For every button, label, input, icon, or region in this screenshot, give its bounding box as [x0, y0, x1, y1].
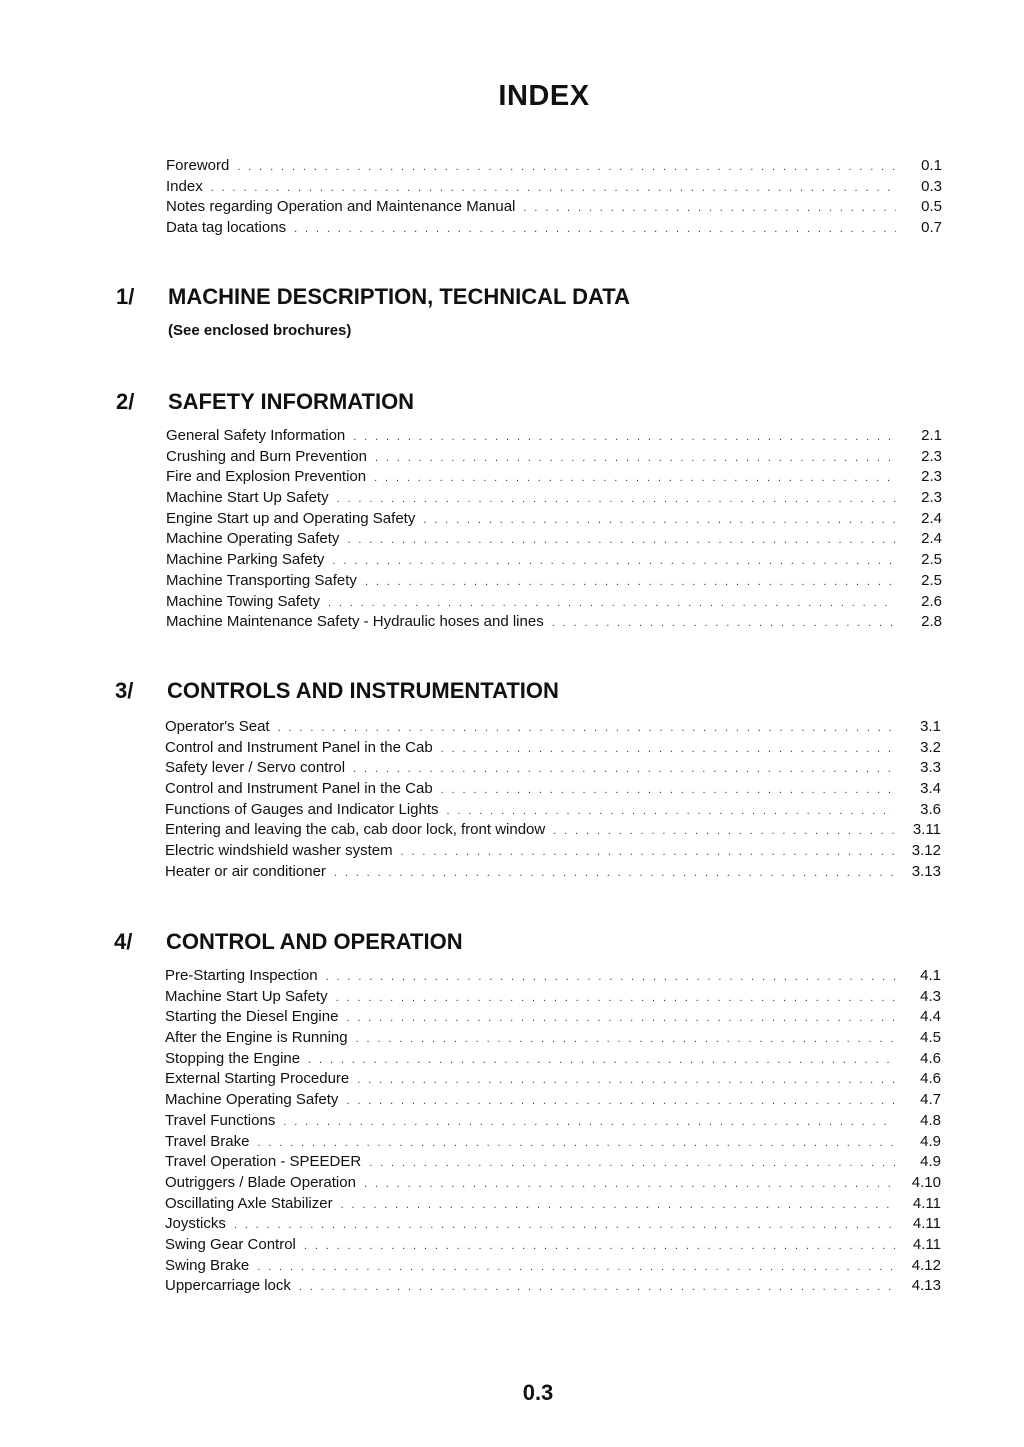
dot-leader	[304, 1236, 895, 1257]
toc-entry[interactable]	[166, 592, 942, 613]
toc-entry[interactable]	[165, 1028, 941, 1049]
dot-leader	[356, 1029, 895, 1050]
toc-entry-label: Uppercarriage lock	[165, 1277, 291, 1295]
toc-entry[interactable]	[165, 966, 941, 987]
dot-leader	[283, 1112, 895, 1133]
toc-entry-page: 4.5	[920, 1029, 941, 1047]
section-heading-4	[114, 929, 463, 955]
toc-entry-label: Foreword	[166, 157, 230, 174]
toc-entry[interactable]	[165, 1214, 941, 1235]
dot-leader	[346, 1091, 895, 1112]
dot-leader	[364, 1174, 895, 1195]
section-title: CONTROLS AND INSTRUMENTATION	[167, 678, 559, 703]
toc-entry-page: 3.6	[920, 800, 941, 818]
dot-leader	[257, 1133, 895, 1154]
dot-leader	[369, 1153, 895, 1174]
toc-entry-page: 0.5	[921, 198, 942, 216]
toc-entry-page: 3.11	[912, 821, 941, 839]
toc-entry-page: 4.13	[911, 1277, 941, 1295]
toc-entry-page: 4.3	[920, 987, 941, 1005]
toc-entry-page: 2.3	[921, 468, 942, 486]
dot-leader	[326, 967, 895, 988]
toc-entry-page: 4.7	[920, 1091, 941, 1109]
dot-leader	[341, 1195, 895, 1216]
dot-leader	[523, 198, 896, 219]
toc-entry[interactable]	[166, 571, 942, 592]
toc-entry[interactable]	[165, 1152, 941, 1173]
dot-leader	[365, 572, 896, 593]
toc-entry[interactable]	[165, 862, 941, 883]
toc-entry-label: Starting the Diesel Engine	[165, 1008, 339, 1026]
toc-entry-page: 0.7	[921, 219, 942, 237]
dot-leader	[336, 988, 895, 1009]
section-title: CONTROL AND OPERATION	[166, 929, 463, 954]
toc-entry-label: Machine Transporting Safety	[166, 571, 357, 589]
toc-entry[interactable]	[165, 1235, 941, 1256]
toc-entry-label: Control and Instrument Panel in the Cab	[165, 780, 433, 798]
page-title: INDEX	[498, 80, 590, 112]
toc-entry-label: Machine Towing Safety	[166, 592, 320, 610]
toc-entry-label: Crushing and Burn Prevention	[166, 447, 367, 465]
toc-entry-page: 4.8	[920, 1111, 941, 1129]
toc-entry[interactable]	[166, 509, 942, 530]
toc-entry-label: Safety lever / Servo control	[165, 759, 346, 777]
toc-entry-page: 4.4	[920, 1008, 941, 1026]
toc-entry-label: Swing Gear Control	[165, 1235, 296, 1253]
toc-entry[interactable]	[166, 426, 942, 447]
toc-entry[interactable]	[166, 467, 942, 488]
toc-entry[interactable]	[166, 197, 942, 218]
toc-entry-label: Travel Brake	[165, 1132, 250, 1150]
dot-leader	[553, 821, 895, 842]
toc-entry[interactable]	[165, 1090, 941, 1111]
toc-entry-label: Functions of Gauges and Indicator Lights	[165, 800, 439, 818]
toc-entry-page: 4.9	[920, 1132, 941, 1150]
toc-entry-label: Oscillating Axle Stabilizer	[165, 1194, 333, 1212]
toc-entry-page: 3.13	[911, 862, 941, 880]
section-subtitle: (See enclosed brochures)	[168, 322, 352, 339]
toc-entry[interactable]	[166, 218, 942, 239]
toc-entry[interactable]	[165, 1007, 941, 1028]
dot-leader	[401, 842, 895, 863]
toc-entry[interactable]	[165, 1276, 941, 1297]
toc-entry-page: 0.1	[921, 157, 942, 174]
toc-entry-label: Data tag locations	[166, 219, 287, 237]
toc-entry-page: 2.1	[921, 427, 942, 444]
dot-leader	[357, 1070, 895, 1091]
toc-entry-label: External Starting Procedure	[165, 1070, 350, 1088]
toc-entry-page: 4.1	[920, 967, 941, 984]
toc-entry-label: Travel Functions	[165, 1111, 276, 1129]
dot-leader	[441, 780, 895, 801]
dot-leader	[257, 1257, 895, 1278]
toc-entry-label: Stopping the Engine	[165, 1049, 301, 1067]
dot-leader	[237, 157, 896, 178]
toc-entry[interactable]	[166, 156, 942, 177]
toc-entry-label: Outriggers / Blade Operation	[165, 1173, 356, 1191]
dot-leader	[423, 510, 896, 531]
toc-entry[interactable]	[166, 177, 942, 198]
toc-entry-label: Control and Instrument Panel in the Cab	[165, 738, 433, 756]
section-2-list	[166, 426, 942, 633]
toc-entry-label: Machine Parking Safety	[166, 551, 325, 569]
toc-entry-page: 2.5	[921, 551, 942, 569]
dot-leader	[308, 1050, 895, 1071]
toc-entry-label: General Safety Information	[166, 427, 346, 444]
toc-entry-page: 4.9	[920, 1153, 941, 1171]
toc-entry[interactable]	[165, 1049, 941, 1070]
toc-entry-label: Machine Start Up Safety	[165, 987, 328, 1005]
toc-entry[interactable]	[166, 488, 942, 509]
toc-entry-label: Machine Maintenance Safety - Hydraulic hoses and lines	[166, 613, 544, 631]
section-3-list	[165, 717, 941, 883]
toc-entry[interactable]	[165, 758, 941, 779]
dot-leader	[353, 427, 896, 448]
section-number: 3/	[115, 678, 134, 703]
toc-entry[interactable]	[165, 1069, 941, 1090]
toc-entry-label: Travel Operation - SPEEDER	[165, 1153, 362, 1171]
dot-leader	[347, 530, 896, 551]
toc-entry[interactable]	[166, 529, 942, 550]
toc-entry-label: Operator's Seat	[165, 718, 270, 735]
dot-leader	[337, 489, 896, 510]
toc-entry-label: Notes regarding Operation and Maintenance Manual	[166, 198, 516, 216]
toc-entry-label: Electric windshield washer system	[165, 842, 393, 860]
toc-entry[interactable]	[165, 820, 941, 841]
section-number: 4/	[114, 929, 133, 954]
toc-entry-label: Machine Start Up Safety	[166, 489, 329, 507]
toc-entry[interactable]	[165, 1132, 941, 1153]
toc-entry[interactable]	[165, 800, 941, 821]
toc-entry-page: 4.6	[920, 1070, 941, 1088]
toc-entry-page: 3.4	[920, 780, 941, 798]
toc-entry-page: 2.3	[921, 489, 942, 507]
toc-entry-label: Heater or air conditioner	[165, 862, 326, 880]
dot-leader	[294, 219, 896, 240]
toc-entry-page: 4.6	[920, 1049, 941, 1067]
dot-leader	[447, 801, 895, 822]
toc-entry[interactable]	[165, 1256, 941, 1277]
dot-leader	[278, 718, 895, 739]
toc-entry-page: 4.11	[912, 1194, 941, 1212]
toc-entry[interactable]	[165, 1111, 941, 1132]
dot-leader	[552, 613, 896, 634]
section-number: 2/	[116, 389, 135, 414]
section-heading-1	[116, 284, 630, 310]
dot-leader	[374, 468, 896, 489]
toc-entry-page: 2.4	[921, 509, 942, 527]
toc-entry-label: Machine Operating Safety	[165, 1091, 339, 1109]
dot-leader	[234, 1215, 895, 1236]
toc-entry[interactable]	[166, 550, 942, 571]
toc-entry-page: 4.11	[912, 1215, 941, 1233]
dot-leader	[375, 448, 896, 469]
dot-leader	[334, 863, 895, 884]
toc-entry-label: Entering and leaving the cab, cab door lock, front window	[165, 821, 546, 839]
section-heading-3	[115, 678, 559, 704]
section-title: SAFETY INFORMATION	[168, 389, 415, 414]
toc-entry-page: 4.12	[911, 1256, 941, 1274]
toc-entry-label: Engine Start up and Operating Safety	[166, 509, 416, 527]
toc-entry-page: 2.8	[921, 613, 942, 631]
toc-entry[interactable]	[165, 1194, 941, 1215]
toc-entry[interactable]	[165, 1173, 941, 1194]
section-heading-2	[116, 389, 415, 415]
toc-entry[interactable]	[166, 612, 942, 633]
toc-entry-page: 2.6	[921, 592, 942, 610]
dot-leader	[332, 551, 896, 572]
toc-entry-page: 4.10	[911, 1173, 941, 1191]
toc-entry[interactable]	[165, 987, 941, 1008]
dot-leader	[211, 178, 896, 199]
toc-entry-page: 3.12	[911, 842, 941, 860]
toc-entry-label: After the Engine is Running	[165, 1029, 348, 1047]
section-number: 1/	[116, 284, 135, 309]
toc-entry-label: Joysticks	[165, 1215, 226, 1233]
toc-entry[interactable]	[165, 779, 941, 800]
toc-entry-label: Fire and Explosion Prevention	[166, 468, 367, 486]
dot-leader	[328, 593, 896, 614]
toc-entry-page: 4.11	[912, 1235, 941, 1253]
toc-entry-label: Machine Operating Safety	[166, 530, 340, 548]
toc-entry-label: Pre-Starting Inspection	[165, 967, 318, 984]
section-4-list	[165, 966, 941, 1297]
toc-entry-page: 0.3	[921, 177, 942, 195]
dot-leader	[299, 1277, 895, 1298]
toc-entry[interactable]	[165, 841, 941, 862]
section-title: MACHINE DESCRIPTION, TECHNICAL DATA	[168, 284, 630, 309]
toc-entry-page: 3.2	[920, 738, 941, 756]
toc-entry-page: 3.3	[920, 759, 941, 777]
dot-leader	[346, 1008, 895, 1029]
toc-entry-page: 2.5	[921, 571, 942, 589]
toc-entry[interactable]	[165, 717, 941, 738]
dot-leader	[353, 759, 895, 780]
toc-entry[interactable]	[165, 738, 941, 759]
toc-entry-label: Swing Brake	[165, 1256, 250, 1274]
dot-leader	[441, 739, 895, 760]
toc-entry-label: Index	[166, 177, 203, 195]
toc-entry-page: 2.3	[921, 447, 942, 465]
page-number: 0.3	[522, 1380, 554, 1405]
front-matter-list	[166, 156, 942, 239]
toc-entry[interactable]	[166, 447, 942, 468]
toc-entry-page: 2.4	[921, 530, 942, 548]
toc-entry-page: 3.1	[920, 718, 941, 735]
